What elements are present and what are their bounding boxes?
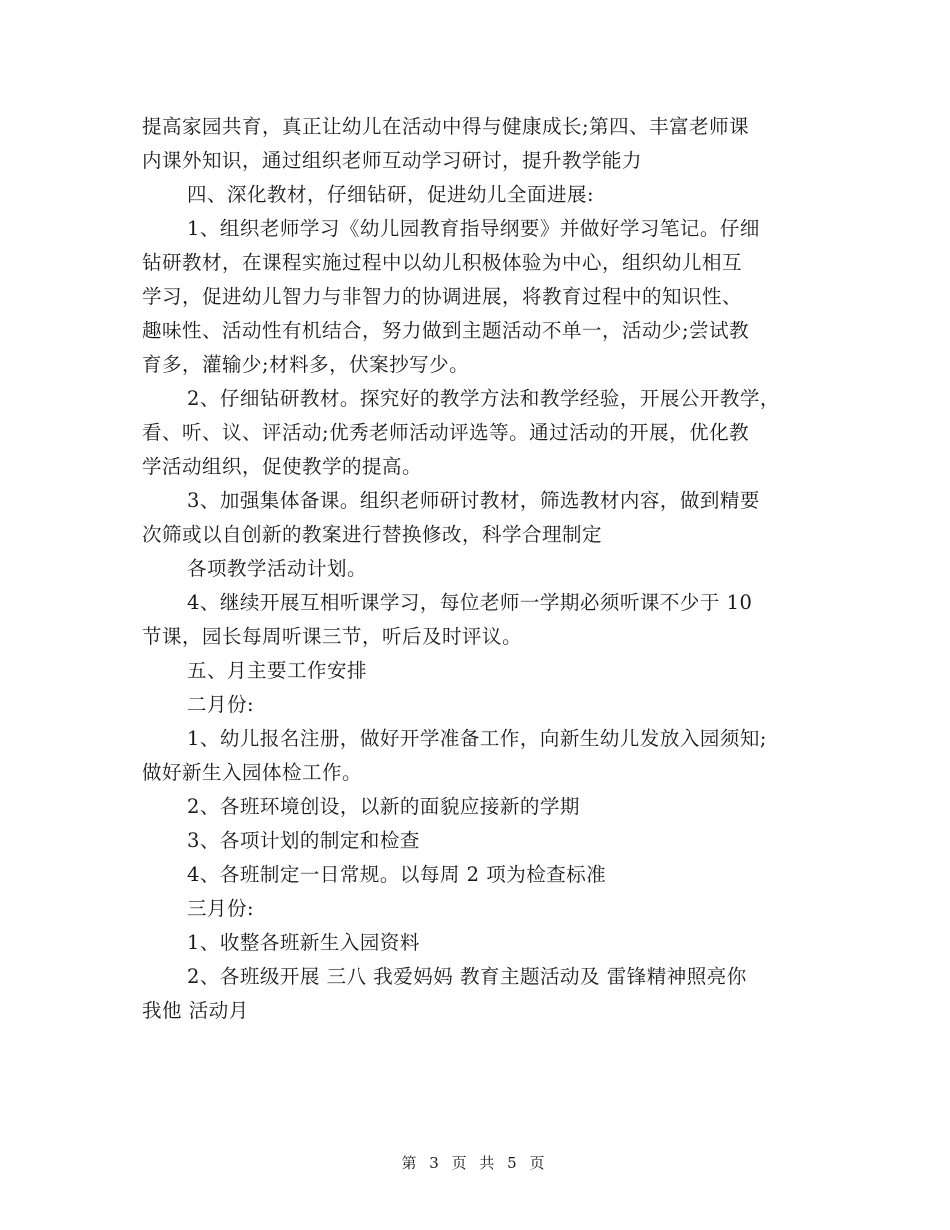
text-line: 做好新生入园体检工作。 [142,761,363,784]
text-line: 节课，园长每周听课三节，听后及时评议。 [142,625,523,648]
text-line: 1、幼儿报名注册，做好开学准备工作，向新生幼儿发放入园须知; [187,727,767,750]
text-line: 2、各班环境创设，以新的面貌应接新的学期 [187,795,580,818]
text-line: 五、月主要工作安排 [187,659,368,682]
text-line: 4、各班制定一日常规。以每周 2 项为检查标准 [187,863,607,886]
text-line: 学活动组织，促使教学的提高。 [142,455,423,478]
text-line: 看、听、议、评活动;优秀老师活动评选等。通过活动的开展，优化教 [142,421,750,444]
text-line: 次筛或以自创新的教案进行替换修改，科学合理制定 [142,523,603,546]
text-line: 2、仔细钻研教材。探究好的教学方法和教学经验，开展公开教学， [187,387,780,410]
text-line: 1、收整各班新生入园资料 [187,931,420,954]
text-line: 提高家园共育，真正让幼儿在活动中得与健康成长;第四、丰富老师课 [142,115,750,138]
text-line: 三月份: [187,897,255,920]
text-line: 内课外知识，通过组织老师互动学习研讨，提升教学能力 [142,149,643,172]
text-line: 钻研教材，在课程实施过程中以幼儿积极体验为中心，组织幼儿相互 [142,251,743,274]
text-line: 我他 活动月 [142,999,249,1022]
text-line: 育多，灌输少;材料多，伏案抄写少。 [142,353,470,376]
text-line: 4、继续开展互相听课学习，每位老师一学期必须听课不少于 10 [187,591,753,614]
text-line: 1、组织老师学习《幼儿园教育指导纲要》并做好学习笔记。仔细 [187,217,760,240]
text-line: 3、加强集体备课。组织老师研讨教材，筛选教材内容，做到精要 [187,489,760,512]
text-line: 3、各项计划的制定和检查 [187,829,420,852]
text-line: 四、深化教材，仔细钻研，促进幼儿全面进展: [187,183,595,206]
text-line: 趣味性、活动性有机结合，努力做到主题活动不单一，活动少;尝试教 [142,319,750,342]
document-body [142,110,822,1028]
text-line: 二月份: [187,693,255,716]
text-line: 各项教学活动计划。 [187,557,368,580]
text-line: 学习，促进幼儿智力与非智力的协调进展，将教育过程中的知识性、 [142,285,743,308]
text-line: 2、各班级开展 三八 我爱妈妈 教育主题活动及 雷锋精神照亮你 [187,965,747,988]
page-footer: 第 3 页 共 5 页 [401,1154,549,1172]
